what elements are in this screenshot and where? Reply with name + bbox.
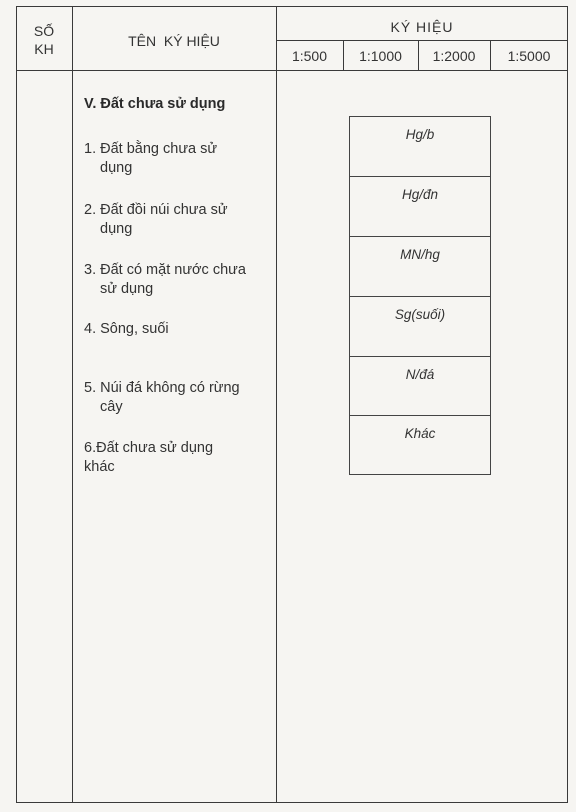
item-line2: khác — [84, 459, 115, 475]
item-line1: 3. Đất có mặt nước chưa — [84, 262, 246, 278]
so-kh-header — [16, 22, 72, 58]
column-divider — [72, 6, 73, 803]
list-item — [84, 201, 274, 239]
item-line2: cây — [100, 399, 123, 415]
symbol-cell — [349, 116, 491, 176]
scale-1-500: 1:500 — [291, 48, 328, 64]
symbol-cell — [349, 176, 491, 236]
item-line1: 4. Sông, suối — [84, 321, 169, 337]
symbol-cell — [349, 236, 491, 296]
scale-1-5000: 1:5000 — [507, 48, 551, 64]
symbol-label: Sg(suối) — [394, 307, 446, 322]
list-item — [84, 320, 274, 339]
item-line1: 2. Đất đồi núi chưa sử — [84, 202, 228, 218]
symbol-cell — [349, 415, 491, 475]
header-divider — [276, 40, 568, 41]
section-title: V. Đất chưa sử dụng — [84, 96, 226, 112]
ky-hieu-header: KÝ HIỆU — [390, 19, 454, 35]
item-line1: 5. Núi đá không có rừng — [84, 380, 240, 396]
item-line2: sử dụng — [100, 281, 154, 297]
ten-ky-hieu-header: TÊN KÝ HIỆU — [128, 33, 220, 49]
item-line1: 1. Đất bằng chưa sử — [84, 141, 218, 157]
list-item — [84, 140, 274, 178]
symbol-label: Hg/đn — [401, 187, 439, 202]
item-line1: 6.Đất chưa sử dụng — [84, 440, 214, 456]
so-kh-line2: KH — [34, 41, 54, 57]
symbol-label: Hg/b — [405, 127, 435, 142]
column-divider — [276, 6, 277, 803]
scale-1-2000: 1:2000 — [432, 48, 476, 64]
symbol-cell — [349, 296, 491, 356]
symbol-label: MN/hg — [400, 247, 440, 262]
list-item — [84, 439, 274, 477]
scale-1-1000: 1:1000 — [359, 48, 402, 64]
symbol-label: N/đá — [405, 367, 435, 382]
item-line2: dụng — [100, 160, 133, 176]
so-kh-line1: SỐ — [33, 23, 55, 39]
list-item — [84, 261, 274, 299]
item-line2: dụng — [100, 221, 133, 237]
header-bottom-line — [16, 70, 568, 71]
list-item — [84, 379, 274, 417]
symbol-label: Khác — [404, 426, 436, 441]
symbol-cell — [349, 356, 491, 415]
